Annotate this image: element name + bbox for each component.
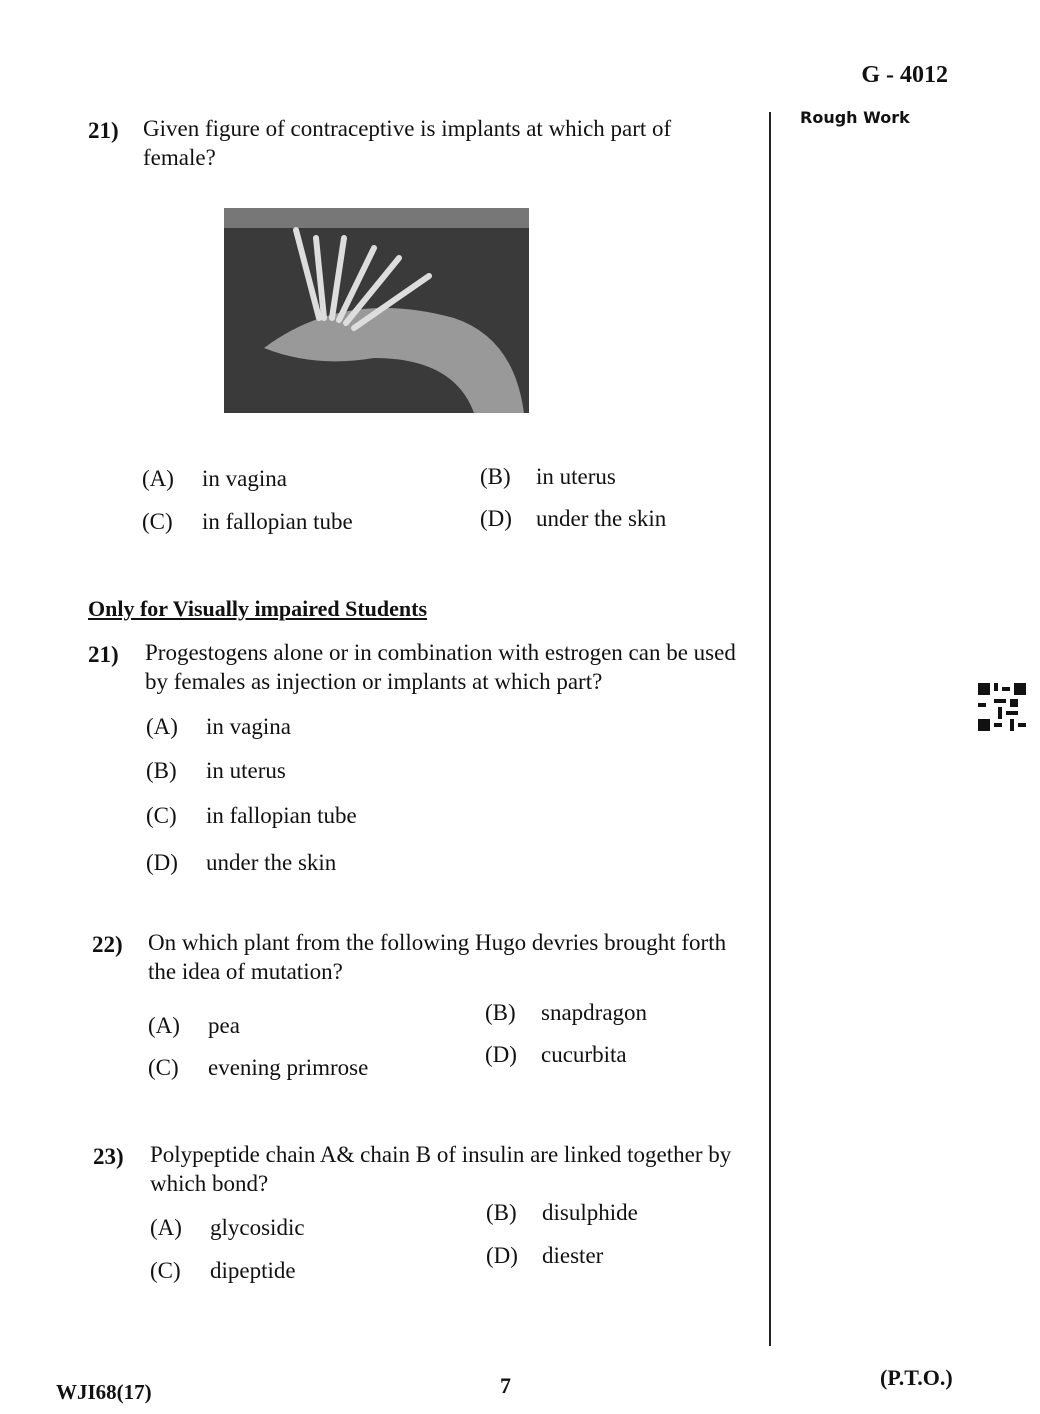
option-text: in fallopian tube <box>202 509 353 534</box>
option-label: (A) <box>148 1013 180 1038</box>
question-text: Polypeptide chain A& chain B of insulin are linked together by which bond? <box>150 1142 732 1196</box>
question-22 <box>92 928 772 988</box>
option-text: diester <box>542 1243 604 1268</box>
option-label: (A) <box>150 1215 182 1240</box>
option-d <box>146 850 336 876</box>
contraceptive-implant-figure <box>224 208 529 413</box>
pto-label: (P.T.O.) <box>880 1365 953 1390</box>
option-label: (A) <box>142 466 174 491</box>
option-b <box>485 1000 647 1026</box>
option-text: glycosidic <box>210 1215 305 1240</box>
option-label: (A) <box>146 714 178 739</box>
option-text: snapdragon <box>541 1000 648 1025</box>
question-text: Given figure of contraceptive is implants at which part of female? <box>143 116 672 170</box>
option-d <box>486 1243 603 1269</box>
option-text: in uterus <box>206 758 286 783</box>
option-c <box>148 1055 368 1081</box>
option-a <box>150 1215 305 1241</box>
qr-code-icon <box>978 683 1026 731</box>
option-d <box>480 506 666 532</box>
option-text: in vagina <box>202 466 287 491</box>
option-a <box>148 1013 240 1039</box>
question-number: 21) <box>88 118 119 143</box>
option-label: (B) <box>486 1200 517 1225</box>
option-a <box>142 466 287 492</box>
option-label: (C) <box>150 1258 181 1283</box>
question-number: 21) <box>88 642 119 667</box>
option-text: in fallopian tube <box>206 803 357 828</box>
option-b <box>480 464 616 490</box>
option-text: evening primrose <box>208 1055 369 1080</box>
option-label: (B) <box>480 464 511 489</box>
option-text: under the skin <box>536 506 667 531</box>
option-c <box>150 1258 296 1284</box>
question-23 <box>93 1140 773 1200</box>
question-number: 23) <box>93 1144 124 1169</box>
option-label: (C) <box>142 509 173 534</box>
option-text: pea <box>208 1013 240 1038</box>
option-d <box>485 1042 627 1068</box>
question-number: 22) <box>92 932 123 957</box>
option-label: (B) <box>146 758 177 783</box>
option-label: (C) <box>148 1055 179 1080</box>
paper-code: G - 4012 <box>861 62 948 88</box>
question-21-alt <box>88 638 768 698</box>
option-label: (D) <box>146 850 178 875</box>
option-label: (D) <box>485 1042 517 1067</box>
option-b <box>146 758 286 784</box>
option-label: (D) <box>486 1243 518 1268</box>
question-text: On which plant from the following Hugo devries brought forth the idea of mutation? <box>148 930 727 984</box>
option-label: (B) <box>485 1000 516 1025</box>
question-21 <box>88 114 768 174</box>
question-text: Progestogens alone or in combination with estrogen can be used by females as injection or implants at which part? <box>145 640 736 694</box>
option-c <box>146 803 357 829</box>
page-number: 7 <box>500 1373 511 1398</box>
option-text: disulphide <box>542 1200 638 1225</box>
option-b <box>486 1200 638 1226</box>
option-text: in vagina <box>206 714 291 739</box>
option-label: (C) <box>146 803 177 828</box>
option-text: in uterus <box>536 464 616 489</box>
option-label: (D) <box>480 506 512 531</box>
option-a <box>146 714 291 740</box>
option-text: under the skin <box>206 850 337 875</box>
option-text: cucurbita <box>541 1042 627 1067</box>
section-heading: Only for Visually impaired Students <box>88 596 428 621</box>
option-c <box>142 509 353 535</box>
rough-work-label: Rough Work <box>800 108 910 127</box>
option-text: dipeptide <box>210 1258 296 1283</box>
footer-code: WJI68(17) <box>56 1380 152 1404</box>
